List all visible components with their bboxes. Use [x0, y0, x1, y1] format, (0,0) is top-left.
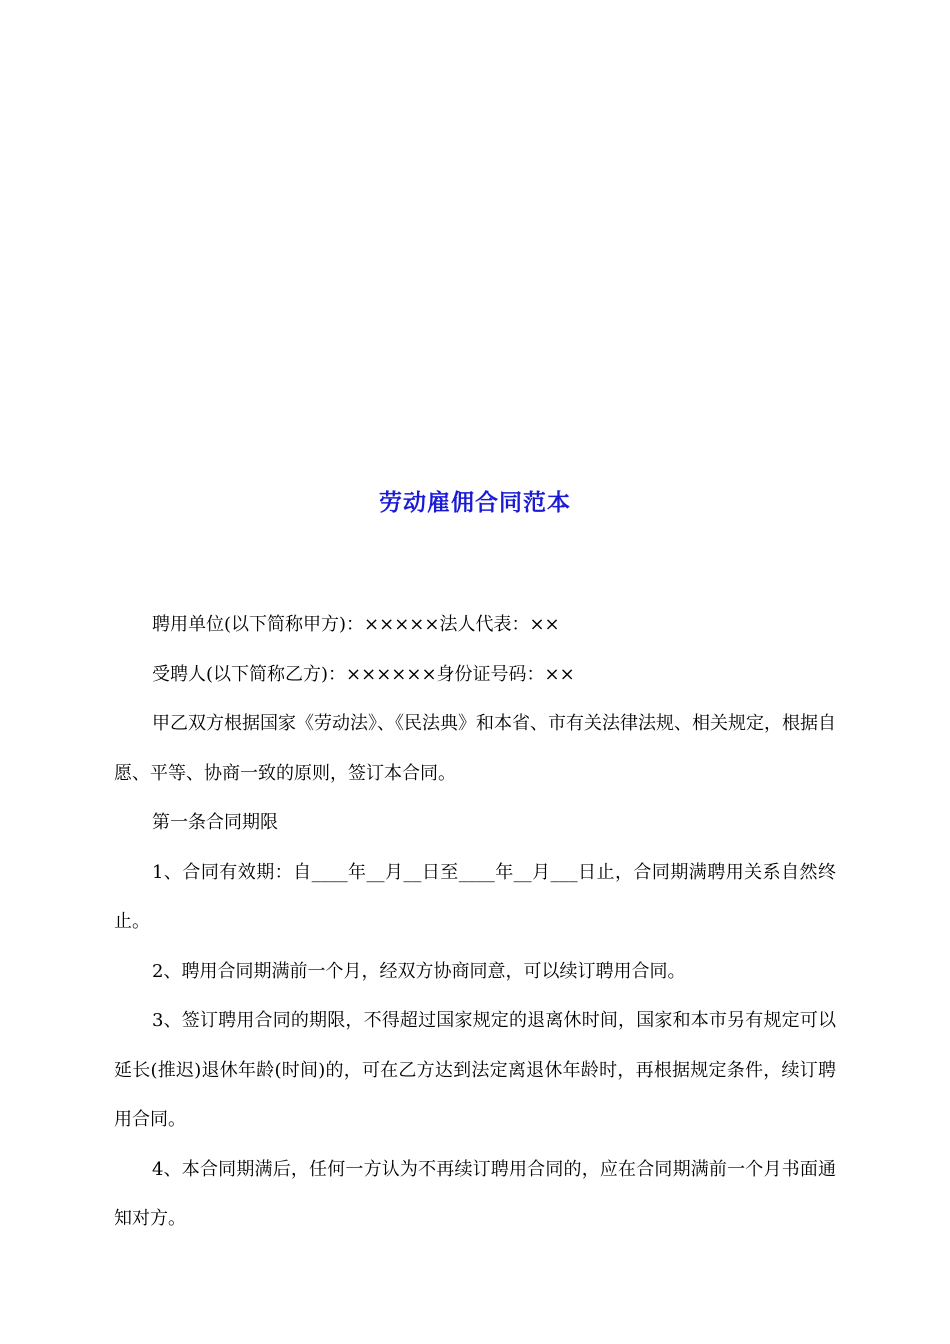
clause-4: 4、本合同期满后，任何一方认为不再续订聘用合同的，应在合同期满前一个月书面通知对方。: [114, 1158, 836, 1229]
clause-1: 1、合同有效期：自____年__月__日至____年__月___日止，合同期满聘用关系自然终止。: [114, 861, 836, 932]
section-heading-term: 第一条合同期限: [152, 812, 278, 833]
paragraph-employee: 受聘人(以下简称乙方)：××××××身份证号码：××: [152, 663, 575, 685]
paragraph-employer: 聘用单位(以下简称甲方)：×××××法人代表：××: [152, 614, 560, 635]
document-title: 劳动雇佣合同范本: [379, 490, 571, 516]
clause-3: 3、签订聘用合同的期限，不得超过国家规定的退离休时间，国家和本市另有规定可以延长(推迟)退休年龄(时间)的，可在乙方达到法定离退休年龄时，再根据规定条件，续订聘用合同。: [114, 1010, 836, 1130]
document-body: [114, 600, 836, 1244]
clause-2: 2、聘用合同期满前一个月，经双方协商同意，可以续订聘用合同。: [152, 960, 686, 982]
paragraph-preamble: 甲乙双方根据国家《劳动法》、《民法典》和本省、市有关法律法规、相关规定，根据自愿、平等、协商一致的原则，签订本合同。: [114, 713, 836, 784]
